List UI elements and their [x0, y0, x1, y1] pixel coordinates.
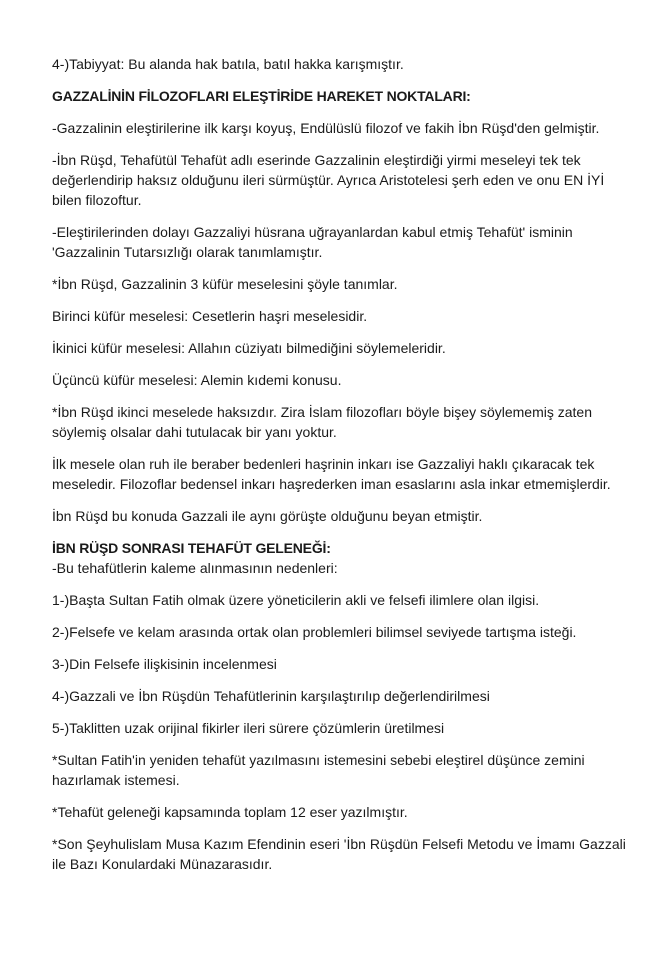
list-item-reason-1: 1-)Başta Sultan Fatih olmak üzere yöneticilerin akli ve felsefi ilimlere olan ilgisi.	[52, 592, 540, 608]
paragraph-reasons-intro: -Bu tehafütlerin kaleme alınmasının nedenleri:	[52, 560, 338, 576]
paragraph-third-kufur: Üçüncü küfür meselesi: Alemin kıdemi konusu.	[52, 372, 342, 388]
paragraph-same-view: İbn Rüşd bu konuda Gazzali ile aynı görüşte olduğunu beyan etmiştir.	[52, 508, 483, 524]
list-item-reason-2: 2-)Felsefe ve kelam arasında ortak olan problemleri bilimsel seviyede tartışma isteği.	[52, 624, 577, 640]
paragraph-ibn-rusd-second: *İbn Rüşd ikinci meselede haksızdır. Zira İslam filozofları böyle bişey söylememiş zaten söylemiş olsalar dahi tutulacak bir yanı yoktur.	[52, 404, 592, 440]
paragraph-first-issue: İlk mesele olan ruh ile beraber bedenleri haşrinin inkarı ise Gazzaliyi haklı çıkaracak tek meseledir. Filozoflar bedensel inkarı haşrederken iman esaslarını asla inkar etmemişlerdir.	[52, 456, 611, 492]
list-item-reason-3: 3-)Din Felsefe ilişkisinin incelenmesi	[52, 656, 277, 672]
paragraph-twelve-works: *Tehafüt geleneği kapsamında toplam 12 eser yazılmıştır.	[52, 804, 408, 820]
paragraph-sultan-fatih: *Sultan Fatih'in yeniden tehafüt yazılmasını istemesini sebebi eleştirel düşünce zemini hazırlamak istemesi.	[52, 752, 585, 788]
paragraph-first-kufur: Birinci küfür meselesi: Cesetlerin haşri meselesidir.	[52, 308, 368, 324]
paragraph-second-kufur: İkinici küfür meselesi: Allahın cüziyatı bilmediğini söylemeleridir.	[52, 340, 446, 356]
paragraph-tehafutul-tehafut: -İbn Rüşd, Tehafütül Tehafüt adlı eserinde Gazzalinin eleştirdiği yirmi meseleyi tek tek değerlendirip haksız olduğunu ileri sürmüştür. Ayrıca Aristotelesi şerh eden ve onu EN İYİ bilen filozoftur.	[52, 152, 605, 208]
list-item-reason-5: 5-)Taklitten uzak orijinal fikirler ileri sürere çözümlerin üretilmesi	[52, 720, 445, 736]
document-page	[52, 54, 632, 886]
paragraph-three-kufur: *İbn Rüşd, Gazzalinin 3 küfür meselesini şöyle tanımlar.	[52, 276, 398, 292]
list-item-reason-4: 4-)Gazzali ve İbn Rüşdün Tehafütlerinin karşılaştırılıp değerlendirilmesi	[52, 688, 490, 704]
paragraph-musa-kazim: *Son Şeyhulislam Musa Kazım Efendinin eseri 'İbn Rüşdün Felsefi Metodu ve İmamı Gazzali ile Bazı Konulardaki Münazarasıdır.	[52, 836, 626, 872]
section-heading-tehafut-tradition: İBN RÜŞD SONRASI TEHAFÜT GELENEĞİ:	[52, 540, 331, 556]
paragraph-tabiyyat: 4-)Tabiyyat: Bu alanda hak batıla, batıl hakka karışmıştır.	[52, 56, 404, 72]
paragraph-tutarsizligi: -Eleştirilerinden dolayı Gazzaliyi hüsrana uğrayanlardan kabul etmiş Tehafüt' isminin 'Gazzalinin Tutarsızlığı olarak tanımlamıştır.	[52, 224, 573, 260]
section-heading-gazzali-criticism: GAZZALİNİN FİLOZOFLARI ELEŞTİRİDE HAREKET NOKTALARI:	[52, 88, 471, 104]
paragraph-first-opposition: -Gazzalinin eleştirilerine ilk karşı koyuş, Endülüslü filozof ve fakih İbn Rüşd'den gelmiştir.	[52, 120, 600, 136]
